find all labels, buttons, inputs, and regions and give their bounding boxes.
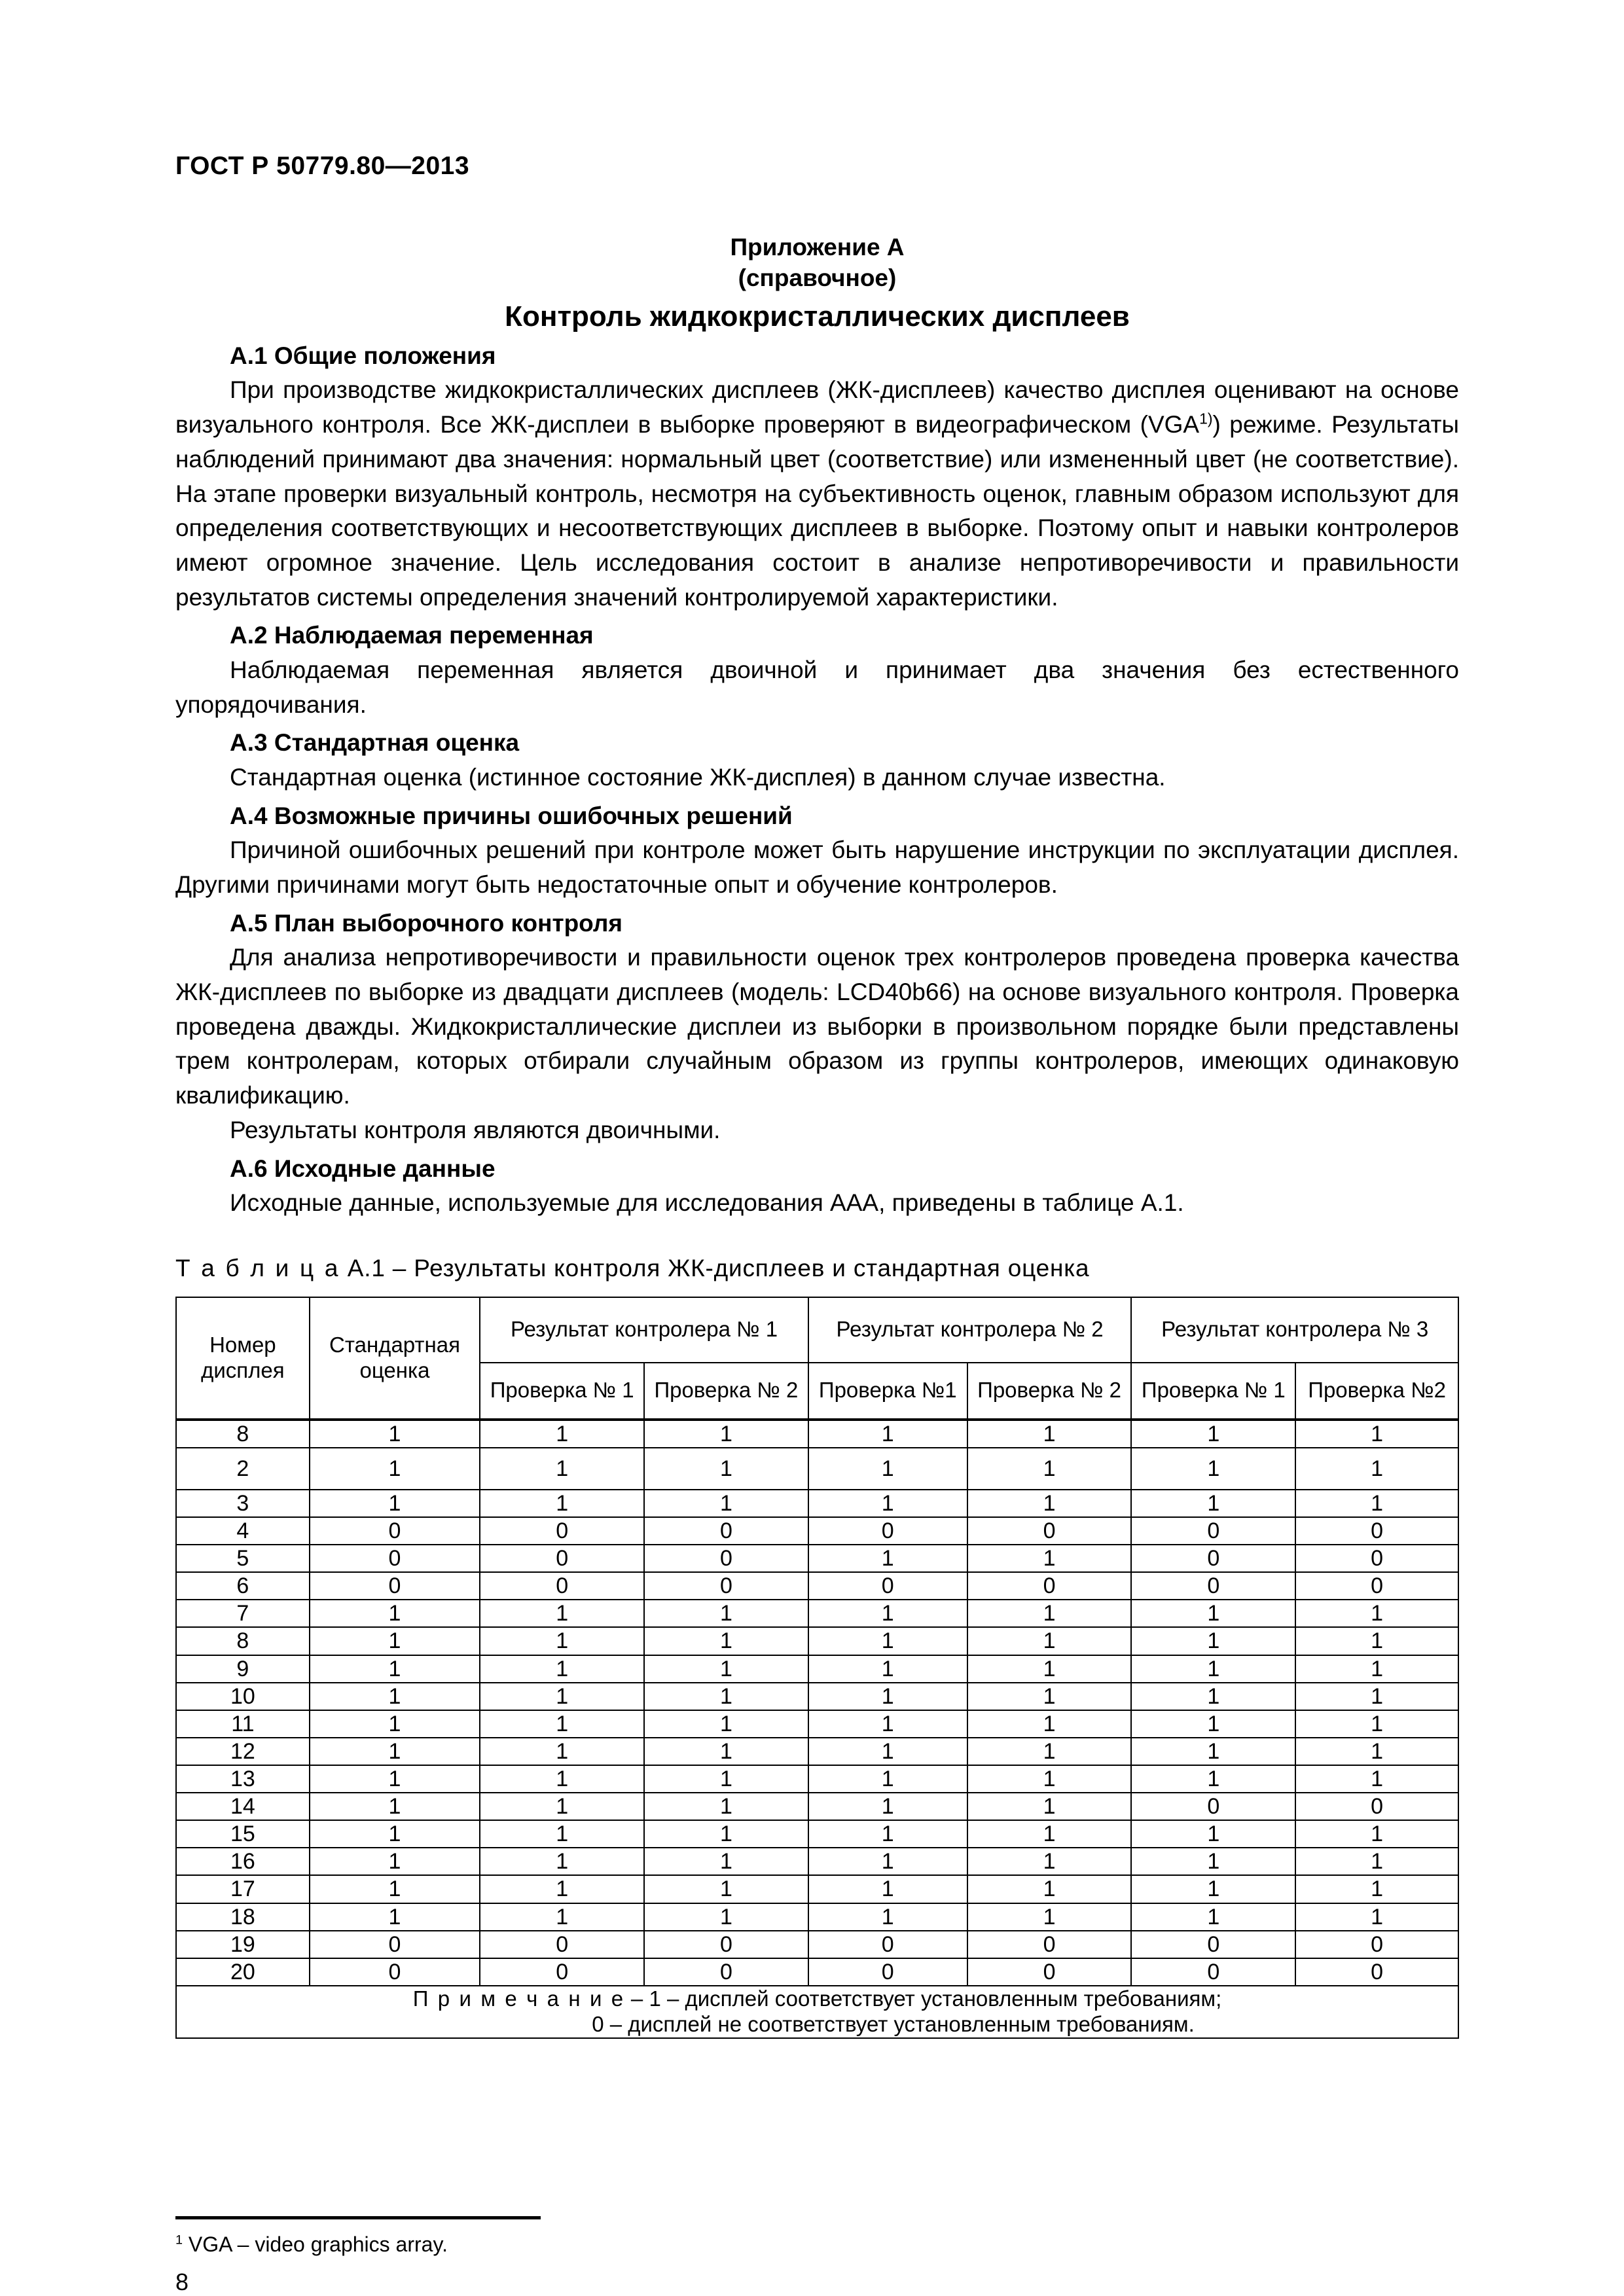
cell-result-4: 0 — [967, 1572, 1132, 1600]
cell-result-5: 0 — [1131, 1931, 1295, 1958]
cell-result-2: 1 — [644, 1655, 808, 1683]
cell-result-3: 1 — [808, 1683, 967, 1710]
cell-result-2: 1 — [644, 1448, 808, 1490]
section-heading-a6: А.6 Исходные данные — [230, 1155, 496, 1182]
col-header-inspector-3: Результат контролера № 3 — [1131, 1297, 1458, 1363]
cell-result-5: 1 — [1131, 1490, 1295, 1517]
cell-result-1: 1 — [480, 1655, 644, 1683]
cell-standard-rating: 0 — [310, 1517, 480, 1545]
cell-result-3: 0 — [808, 1572, 967, 1600]
cell-result-1: 0 — [480, 1572, 644, 1600]
section-heading-a2: А.2 Наблюдаемая переменная — [230, 622, 594, 649]
section-heading-a5: А.5 План выборочного контроля — [230, 909, 623, 937]
cell-result-4: 1 — [967, 1545, 1132, 1572]
table-note — [176, 1986, 1458, 2038]
cell-result-1: 1 — [480, 1448, 644, 1490]
cell-result-4: 1 — [967, 1820, 1132, 1848]
table-row — [176, 1765, 1458, 1793]
cell-display-number: 20 — [176, 1958, 310, 1986]
cell-result-3: 1 — [808, 1793, 967, 1820]
cell-result-2: 1 — [644, 1490, 808, 1517]
cell-standard-rating: 1 — [310, 1710, 480, 1738]
table-body — [176, 1420, 1458, 1986]
cell-result-5: 1 — [1131, 1848, 1295, 1875]
cell-result-3: 1 — [808, 1820, 967, 1848]
footnote-separator-rule — [175, 2216, 541, 2219]
cell-result-1: 0 — [480, 1517, 644, 1545]
cell-result-5: 0 — [1131, 1958, 1295, 1986]
table-row — [176, 1545, 1458, 1572]
cell-display-number: 15 — [176, 1820, 310, 1848]
cell-result-4: 1 — [967, 1738, 1132, 1765]
cell-result-6: 1 — [1295, 1738, 1458, 1765]
cell-standard-rating: 1 — [310, 1627, 480, 1655]
table-row — [176, 1490, 1458, 1517]
cell-result-4: 1 — [967, 1793, 1132, 1820]
table-row — [176, 1517, 1458, 1545]
section-body-a5: Для анализа непротиворечивости и правильности оценок трех контролеров проведена проверка качества ЖК-дисплеев по выборке из двадцати дисплеев (модель: LCD40b66) на основе визуального контроля. Проверка проведена дважды. Жидкокристаллические дисплеи из выборки в произвольном порядке были представлены трем контролерам, которых отбирали случайным образом из группы контролеров, имеющих одинаковую квалификацию. — [175, 944, 1459, 1109]
cell-display-number: 16 — [176, 1848, 310, 1875]
cell-result-3: 1 — [808, 1875, 967, 1903]
cell-result-6: 1 — [1295, 1903, 1458, 1931]
table-row — [176, 1683, 1458, 1710]
cell-result-6: 1 — [1295, 1420, 1458, 1448]
cell-result-2: 1 — [644, 1765, 808, 1793]
cell-result-5: 1 — [1131, 1600, 1295, 1627]
section-heading-a3: А.3 Стандартная оценка — [230, 729, 520, 757]
footnote-number: 1 — [175, 2233, 183, 2248]
cell-result-5: 1 — [1131, 1448, 1295, 1490]
cell-result-2: 1 — [644, 1848, 808, 1875]
cell-result-2: 1 — [644, 1683, 808, 1710]
cell-result-6: 1 — [1295, 1848, 1458, 1875]
cell-result-3: 1 — [808, 1600, 967, 1627]
cell-result-1: 0 — [480, 1545, 644, 1572]
cell-display-number: 2 — [176, 1448, 310, 1490]
cell-result-6: 1 — [1295, 1683, 1458, 1710]
cell-standard-rating: 1 — [310, 1738, 480, 1765]
table-note-line-2: 0 – дисплей не соответствует установленным требованиям. — [592, 2011, 1195, 2036]
table-row — [176, 1820, 1458, 1848]
cell-result-3: 0 — [808, 1958, 967, 1986]
cell-result-5: 1 — [1131, 1683, 1295, 1710]
cell-standard-rating: 1 — [310, 1655, 480, 1683]
cell-result-5: 0 — [1131, 1793, 1295, 1820]
cell-result-5: 0 — [1131, 1572, 1295, 1600]
document-standard-header: ГОСТ Р 50779.80—2013 — [175, 152, 470, 180]
table-note-line-1-rest: – 1 – дисплей соответствует установленным требованиям; — [624, 1986, 1222, 2011]
table-row — [176, 1627, 1458, 1655]
cell-result-5: 1 — [1131, 1420, 1295, 1448]
cell-result-3: 1 — [808, 1448, 967, 1490]
section-a1-text-part2: ) режиме. Результаты наблюдений принимают два значения: нормальный цвет (соответствие) или измененный цвет (не соответствие). На этапе проверки визуальный контроль, несмотря на субъективность оценок, главным образом используют для определения соответствующих и несоответствующих дисплеев в выборке. Поэтому опыт и навыки контролеров имеют огромное значение. Цель исследования состоит в анализе непротиворечивости и правильности результатов системы определения значений контролируемой характеристики. — [175, 411, 1459, 611]
cell-result-3: 1 — [808, 1545, 967, 1572]
footnote-vga — [175, 2231, 1458, 2259]
cell-standard-rating: 1 — [310, 1765, 480, 1793]
cell-display-number: 9 — [176, 1655, 310, 1683]
cell-result-1: 0 — [480, 1931, 644, 1958]
cell-display-number: 8 — [176, 1420, 310, 1448]
cell-result-5: 1 — [1131, 1765, 1295, 1793]
cell-result-1: 1 — [480, 1875, 644, 1903]
cell-result-4: 1 — [967, 1710, 1132, 1738]
cell-standard-rating: 1 — [310, 1793, 480, 1820]
cell-result-1: 1 — [480, 1600, 644, 1627]
cell-result-4: 1 — [967, 1600, 1132, 1627]
table-header-row-1 — [176, 1297, 1458, 1363]
cell-result-5: 1 — [1131, 1738, 1295, 1765]
cell-result-2: 1 — [644, 1627, 808, 1655]
cell-display-number: 6 — [176, 1572, 310, 1600]
table-caption-prefix: Т а б л и ц а — [175, 1254, 340, 1282]
cell-display-number: 11 — [176, 1710, 310, 1738]
annex-label: Приложение А — [730, 234, 905, 260]
table-caption-rest: А.1 – Результаты контроля ЖК-дисплеев и стандартная оценка — [340, 1254, 1090, 1282]
col-header-inspector-1-check-2: Проверка № 2 — [644, 1363, 808, 1420]
section-body-a1 — [175, 373, 1459, 615]
cell-result-4: 1 — [967, 1627, 1132, 1655]
cell-result-3: 1 — [808, 1765, 967, 1793]
cell-result-4: 1 — [967, 1420, 1132, 1448]
cell-display-number: 17 — [176, 1875, 310, 1903]
cell-standard-rating: 0 — [310, 1545, 480, 1572]
results-table — [175, 1297, 1459, 2039]
cell-result-4: 1 — [967, 1683, 1132, 1710]
cell-result-6: 1 — [1295, 1627, 1458, 1655]
cell-result-3: 1 — [808, 1738, 967, 1765]
cell-result-6: 0 — [1295, 1572, 1458, 1600]
cell-result-3: 1 — [808, 1903, 967, 1931]
cell-result-1: 1 — [480, 1627, 644, 1655]
table-row — [176, 1738, 1458, 1765]
cell-result-1: 1 — [480, 1793, 644, 1820]
cell-result-6: 1 — [1295, 1600, 1458, 1627]
cell-result-2: 1 — [644, 1793, 808, 1820]
cell-result-2: 1 — [644, 1903, 808, 1931]
cell-result-2: 1 — [644, 1820, 808, 1848]
table-note-label: П р и м е ч а н и е — [412, 1986, 625, 2011]
col-header-inspector-1-check-1: Проверка № 1 — [480, 1363, 644, 1420]
table-row — [176, 1655, 1458, 1683]
cell-result-4: 0 — [967, 1958, 1132, 1986]
cell-standard-rating: 1 — [310, 1600, 480, 1627]
cell-standard-rating: 0 — [310, 1958, 480, 1986]
cell-result-5: 0 — [1131, 1545, 1295, 1572]
table-row — [176, 1903, 1458, 1931]
cell-display-number: 13 — [176, 1765, 310, 1793]
cell-display-number: 5 — [176, 1545, 310, 1572]
col-header-inspector-2-check-1: Проверка №1 — [808, 1363, 967, 1420]
cell-result-6: 1 — [1295, 1765, 1458, 1793]
cell-result-2: 1 — [644, 1420, 808, 1448]
cell-standard-rating: 0 — [310, 1931, 480, 1958]
cell-result-6: 1 — [1295, 1820, 1458, 1848]
cell-result-1: 1 — [480, 1420, 644, 1448]
cell-display-number: 8 — [176, 1627, 310, 1655]
cell-result-4: 0 — [967, 1931, 1132, 1958]
cell-result-6: 1 — [1295, 1875, 1458, 1903]
table-row — [176, 1958, 1458, 1986]
cell-standard-rating: 0 — [310, 1572, 480, 1600]
cell-standard-rating: 1 — [310, 1490, 480, 1517]
section-a1-text-part1: При производстве жидкокристаллических дисплеев (ЖК-дисплеев) качество дисплея оценивают на основе визуального контроля. Все ЖК-дисплеи в выборке проверяют в видеографическом (VGA — [175, 376, 1459, 439]
cell-result-6: 1 — [1295, 1490, 1458, 1517]
cell-result-1: 1 — [480, 1738, 644, 1765]
cell-result-1: 0 — [480, 1958, 644, 1986]
cell-result-3: 0 — [808, 1517, 967, 1545]
cell-result-1: 1 — [480, 1765, 644, 1793]
cell-result-2: 0 — [644, 1572, 808, 1600]
cell-result-5: 1 — [1131, 1627, 1295, 1655]
cell-result-2: 0 — [644, 1931, 808, 1958]
col-header-display-number: Номер дисплея — [176, 1297, 310, 1420]
footnote-body: VGA – video graphics array. — [183, 2233, 448, 2257]
cell-standard-rating: 1 — [310, 1683, 480, 1710]
table-footer — [176, 1986, 1458, 2038]
table-row — [176, 1875, 1458, 1903]
table-row — [176, 1710, 1458, 1738]
cell-result-1: 1 — [480, 1710, 644, 1738]
cell-result-5: 1 — [1131, 1875, 1295, 1903]
cell-result-5: 1 — [1131, 1903, 1295, 1931]
section-body-a2: Наблюдаемая переменная является двоичной и принимает два значения без естественного упорядочивания. — [175, 656, 1459, 718]
cell-standard-rating: 1 — [310, 1448, 480, 1490]
cell-display-number: 3 — [176, 1490, 310, 1517]
cell-result-2: 1 — [644, 1738, 808, 1765]
table-row — [176, 1572, 1458, 1600]
cell-result-4: 1 — [967, 1848, 1132, 1875]
cell-display-number: 12 — [176, 1738, 310, 1765]
cell-result-4: 0 — [967, 1517, 1132, 1545]
cell-result-3: 1 — [808, 1848, 967, 1875]
cell-display-number: 14 — [176, 1793, 310, 1820]
cell-result-6: 1 — [1295, 1655, 1458, 1683]
col-header-inspector-3-check-1: Проверка № 1 — [1131, 1363, 1295, 1420]
cell-result-2: 0 — [644, 1545, 808, 1572]
col-header-inspector-1: Результат контролера № 1 — [480, 1297, 808, 1363]
cell-result-1: 1 — [480, 1683, 644, 1710]
page-number: 8 — [175, 2268, 189, 2295]
cell-standard-rating: 1 — [310, 1848, 480, 1875]
annex-kind: (справочное) — [738, 264, 897, 292]
section-heading-a1: А.1 Общие положения — [230, 342, 496, 369]
cell-result-4: 1 — [967, 1765, 1132, 1793]
cell-result-1: 1 — [480, 1903, 644, 1931]
section-heading-a4: А.4 Возможные причины ошибочных решений — [230, 802, 793, 829]
cell-result-5: 0 — [1131, 1517, 1295, 1545]
table-row — [176, 1848, 1458, 1875]
cell-result-3: 1 — [808, 1627, 967, 1655]
cell-result-6: 1 — [1295, 1710, 1458, 1738]
cell-result-6: 0 — [1295, 1958, 1458, 1986]
cell-result-3: 1 — [808, 1420, 967, 1448]
cell-result-2: 1 — [644, 1875, 808, 1903]
table-row — [176, 1448, 1458, 1490]
section-body-a3: Стандартная оценка (истинное состояние ЖК-дисплея) в данном случае известна. — [230, 763, 1166, 791]
cell-result-2: 0 — [644, 1958, 808, 1986]
cell-display-number: 19 — [176, 1931, 310, 1958]
cell-display-number: 7 — [176, 1600, 310, 1627]
section-body-a4: Причиной ошибочных решений при контроле может быть нарушение инструкции по эксплуатации дисплея. Другими причинами могут быть недостаточные опыт и обучение контролеров. — [175, 836, 1459, 898]
cell-result-6: 0 — [1295, 1793, 1458, 1820]
cell-result-4: 1 — [967, 1448, 1132, 1490]
cell-result-6: 1 — [1295, 1448, 1458, 1490]
cell-result-4: 1 — [967, 1875, 1132, 1903]
table-note-row — [176, 1986, 1458, 2038]
cell-result-3: 1 — [808, 1490, 967, 1517]
cell-result-1: 1 — [480, 1820, 644, 1848]
table-note-line-1 — [177, 1986, 1458, 2012]
cell-result-6: 0 — [1295, 1931, 1458, 1958]
table-row — [176, 1931, 1458, 1958]
table-row — [176, 1600, 1458, 1627]
table-row — [176, 1420, 1458, 1448]
cell-result-6: 0 — [1295, 1545, 1458, 1572]
section-body-a5-second: Результаты контроля являются двоичными. — [230, 1116, 721, 1143]
cell-display-number: 18 — [176, 1903, 310, 1931]
cell-result-2: 1 — [644, 1710, 808, 1738]
col-header-inspector-2: Результат контролера № 2 — [808, 1297, 1132, 1363]
cell-standard-rating: 1 — [310, 1420, 480, 1448]
cell-result-4: 1 — [967, 1490, 1132, 1517]
cell-result-3: 1 — [808, 1655, 967, 1683]
cell-result-5: 1 — [1131, 1710, 1295, 1738]
section-body-a6: Исходные данные, используемые для исследования ААА, приведены в таблице А.1. — [230, 1189, 1184, 1217]
cell-result-6: 0 — [1295, 1517, 1458, 1545]
col-header-inspector-3-check-2: Проверка №2 — [1295, 1363, 1458, 1420]
cell-result-5: 1 — [1131, 1655, 1295, 1683]
annex-heading-block — [175, 232, 1459, 335]
cell-result-4: 1 — [967, 1903, 1132, 1931]
cell-display-number: 4 — [176, 1517, 310, 1545]
cell-result-3: 1 — [808, 1710, 967, 1738]
col-header-standard-rating: Стандартная оценка — [310, 1297, 480, 1420]
col-header-inspector-2-check-2: Проверка № 2 — [967, 1363, 1132, 1420]
footnote-marker-vga: 1) — [1199, 410, 1213, 427]
table-header — [176, 1297, 1458, 1420]
footnote-area — [175, 2216, 1458, 2296]
cell-result-5: 1 — [1131, 1820, 1295, 1848]
cell-result-1: 1 — [480, 1490, 644, 1517]
cell-standard-rating: 1 — [310, 1903, 480, 1931]
table-row — [176, 1793, 1458, 1820]
cell-result-4: 1 — [967, 1655, 1132, 1683]
cell-display-number: 10 — [176, 1683, 310, 1710]
cell-result-2: 0 — [644, 1517, 808, 1545]
table-caption — [175, 1255, 1459, 1282]
cell-result-1: 1 — [480, 1848, 644, 1875]
annex-title: Контроль жидкокристаллических дисплеев — [505, 300, 1130, 332]
cell-standard-rating: 1 — [310, 1875, 480, 1903]
cell-standard-rating: 1 — [310, 1820, 480, 1848]
cell-result-3: 0 — [808, 1931, 967, 1958]
cell-result-2: 1 — [644, 1600, 808, 1627]
